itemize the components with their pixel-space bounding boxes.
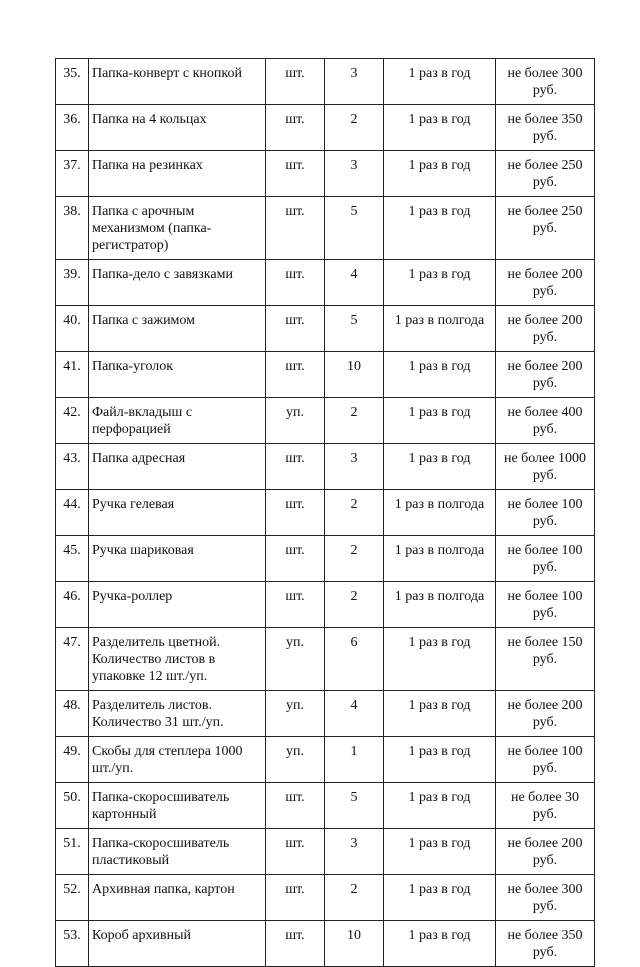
replacement-frequency-cell: 1 раз в год	[384, 59, 496, 105]
item-name-cell: Файл-вкладыш с перфорацией	[89, 398, 266, 444]
price-limit-cell: не более 1000 руб.	[496, 444, 595, 490]
replacement-frequency-cell: 1 раз в год	[384, 737, 496, 783]
unit-of-measure-cell: шт.	[266, 490, 325, 536]
item-name-cell: Ручка гелевая	[89, 490, 266, 536]
table-row	[56, 783, 595, 829]
item-name-cell: Папка-конверт с кнопкой	[89, 59, 266, 105]
quantity-cell: 5	[325, 783, 384, 829]
table-row	[56, 306, 595, 352]
price-limit-cell: не более 30 руб.	[496, 783, 595, 829]
price-limit-cell: не более 150 руб.	[496, 628, 595, 691]
unit-of-measure-cell: шт.	[266, 444, 325, 490]
price-limit-cell: не более 400 руб.	[496, 398, 595, 444]
unit-of-measure-cell: шт.	[266, 197, 325, 260]
row-number-cell: 53.	[56, 921, 89, 967]
price-limit-cell: не более 100 руб.	[496, 536, 595, 582]
table-row	[56, 536, 595, 582]
replacement-frequency-cell: 1 раз в год	[384, 783, 496, 829]
table-row	[56, 691, 595, 737]
quantity-cell: 5	[325, 197, 384, 260]
unit-of-measure-cell: шт.	[266, 582, 325, 628]
row-number-cell: 40.	[56, 306, 89, 352]
unit-of-measure-cell: уп.	[266, 737, 325, 783]
table-row	[56, 444, 595, 490]
quantity-cell: 2	[325, 398, 384, 444]
supplies-norms-table	[55, 58, 595, 967]
unit-of-measure-cell: шт.	[266, 151, 325, 197]
replacement-frequency-cell: 1 раз в год	[384, 875, 496, 921]
replacement-frequency-cell: 1 раз в год	[384, 352, 496, 398]
table-row	[56, 260, 595, 306]
quantity-cell: 3	[325, 151, 384, 197]
replacement-frequency-cell: 1 раз в полгода	[384, 582, 496, 628]
row-number-cell: 49.	[56, 737, 89, 783]
row-number-cell: 46.	[56, 582, 89, 628]
unit-of-measure-cell: шт.	[266, 783, 325, 829]
unit-of-measure-cell: уп.	[266, 691, 325, 737]
price-limit-cell: не более 100 руб.	[496, 737, 595, 783]
row-number-cell: 38.	[56, 197, 89, 260]
replacement-frequency-cell: 1 раз в год	[384, 105, 496, 151]
item-name-cell: Короб архивный	[89, 921, 266, 967]
quantity-cell: 4	[325, 691, 384, 737]
replacement-frequency-cell: 1 раз в год	[384, 628, 496, 691]
quantity-cell: 2	[325, 105, 384, 151]
replacement-frequency-cell: 1 раз в полгода	[384, 536, 496, 582]
price-limit-cell: не более 100 руб.	[496, 582, 595, 628]
unit-of-measure-cell: шт.	[266, 875, 325, 921]
row-number-cell: 43.	[56, 444, 89, 490]
price-limit-cell: не более 350 руб.	[496, 105, 595, 151]
replacement-frequency-cell: 1 раз в год	[384, 398, 496, 444]
table-body	[56, 59, 595, 967]
price-limit-cell: не более 200 руб.	[496, 829, 595, 875]
item-name-cell: Папка с зажимом	[89, 306, 266, 352]
item-name-cell: Папка с арочным механизмом (папка-регистратор)	[89, 197, 266, 260]
item-name-cell: Ручка-роллер	[89, 582, 266, 628]
replacement-frequency-cell: 1 раз в год	[384, 444, 496, 490]
replacement-frequency-cell: 1 раз в год	[384, 197, 496, 260]
table-row	[56, 352, 595, 398]
row-number-cell: 35.	[56, 59, 89, 105]
item-name-cell: Ручка шариковая	[89, 536, 266, 582]
price-limit-cell: не более 200 руб.	[496, 352, 595, 398]
row-number-cell: 42.	[56, 398, 89, 444]
price-limit-cell: не более 350 руб.	[496, 921, 595, 967]
quantity-cell: 2	[325, 536, 384, 582]
item-name-cell: Папка-уголок	[89, 352, 266, 398]
row-number-cell: 39.	[56, 260, 89, 306]
unit-of-measure-cell: шт.	[266, 105, 325, 151]
price-limit-cell: не более 300 руб.	[496, 59, 595, 105]
quantity-cell: 6	[325, 628, 384, 691]
item-name-cell: Папка на резинках	[89, 151, 266, 197]
replacement-frequency-cell: 1 раз в год	[384, 151, 496, 197]
unit-of-measure-cell: шт.	[266, 829, 325, 875]
price-limit-cell: не более 250 руб.	[496, 151, 595, 197]
replacement-frequency-cell: 1 раз в год	[384, 260, 496, 306]
unit-of-measure-cell: шт.	[266, 352, 325, 398]
item-name-cell: Архивная папка, картон	[89, 875, 266, 921]
unit-of-measure-cell: уп.	[266, 398, 325, 444]
table-row	[56, 59, 595, 105]
table-row	[56, 921, 595, 967]
row-number-cell: 45.	[56, 536, 89, 582]
quantity-cell: 5	[325, 306, 384, 352]
quantity-cell: 3	[325, 444, 384, 490]
item-name-cell: Папка на 4 кольцах	[89, 105, 266, 151]
table-row	[56, 875, 595, 921]
replacement-frequency-cell: 1 раз в полгода	[384, 490, 496, 536]
item-name-cell: Скобы для степлера 1000 шт./уп.	[89, 737, 266, 783]
unit-of-measure-cell: шт.	[266, 260, 325, 306]
quantity-cell: 2	[325, 490, 384, 536]
table-row	[56, 105, 595, 151]
price-limit-cell: не более 300 руб.	[496, 875, 595, 921]
item-name-cell: Разделитель цветной. Количество листов в упаковке 12 шт./уп.	[89, 628, 266, 691]
quantity-cell: 2	[325, 582, 384, 628]
row-number-cell: 52.	[56, 875, 89, 921]
quantity-cell: 2	[325, 875, 384, 921]
row-number-cell: 51.	[56, 829, 89, 875]
price-limit-cell: не более 200 руб.	[496, 306, 595, 352]
price-limit-cell: не более 200 руб.	[496, 260, 595, 306]
item-name-cell: Папка-скоросшиватель пластиковый	[89, 829, 266, 875]
replacement-frequency-cell: 1 раз в год	[384, 829, 496, 875]
quantity-cell: 10	[325, 921, 384, 967]
quantity-cell: 10	[325, 352, 384, 398]
item-name-cell: Папка адресная	[89, 444, 266, 490]
unit-of-measure-cell: уп.	[266, 628, 325, 691]
row-number-cell: 37.	[56, 151, 89, 197]
table-row	[56, 151, 595, 197]
table-row	[56, 398, 595, 444]
item-name-cell: Папка-дело с завязками	[89, 260, 266, 306]
quantity-cell: 1	[325, 737, 384, 783]
unit-of-measure-cell: шт.	[266, 921, 325, 967]
unit-of-measure-cell: шт.	[266, 59, 325, 105]
quantity-cell: 3	[325, 829, 384, 875]
replacement-frequency-cell: 1 раз в полгода	[384, 306, 496, 352]
unit-of-measure-cell: шт.	[266, 306, 325, 352]
row-number-cell: 36.	[56, 105, 89, 151]
quantity-cell: 4	[325, 260, 384, 306]
row-number-cell: 48.	[56, 691, 89, 737]
item-name-cell: Папка-скоросшиватель картонный	[89, 783, 266, 829]
price-limit-cell: не более 100 руб.	[496, 490, 595, 536]
table-row	[56, 197, 595, 260]
item-name-cell: Разделитель листов. Количество 31 шт./уп.	[89, 691, 266, 737]
table-row	[56, 582, 595, 628]
replacement-frequency-cell: 1 раз в год	[384, 691, 496, 737]
table-row	[56, 628, 595, 691]
table-row	[56, 490, 595, 536]
row-number-cell: 41.	[56, 352, 89, 398]
price-limit-cell: не более 250 руб.	[496, 197, 595, 260]
row-number-cell: 44.	[56, 490, 89, 536]
row-number-cell: 47.	[56, 628, 89, 691]
table-row	[56, 829, 595, 875]
table-row	[56, 737, 595, 783]
replacement-frequency-cell: 1 раз в год	[384, 921, 496, 967]
price-limit-cell: не более 200 руб.	[496, 691, 595, 737]
quantity-cell: 3	[325, 59, 384, 105]
row-number-cell: 50.	[56, 783, 89, 829]
unit-of-measure-cell: шт.	[266, 536, 325, 582]
